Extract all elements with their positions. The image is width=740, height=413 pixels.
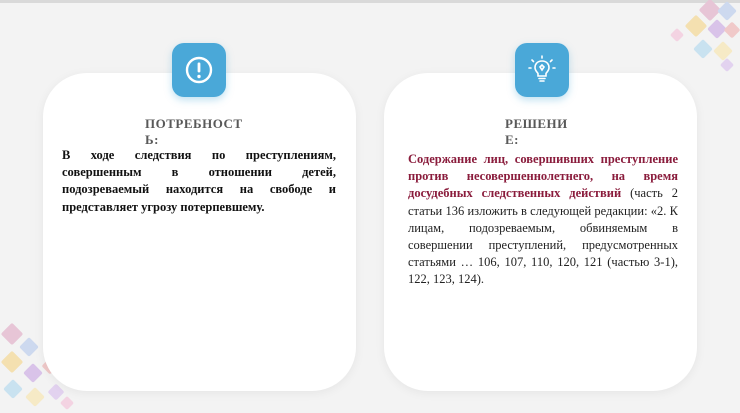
solution-text-emphasis: Содержание лиц, совершивших преступление против несовершеннолетнего, на время досудебных следственных действий [408,152,678,201]
solution-icon-badge [515,43,569,97]
needs-icon-badge [172,43,226,97]
needs-text: В ходе следствия по преступлениям, совершенным в отношении детей, подозреваемый находится на свободе и представляет угрозу потерпевшему. [62,148,336,214]
solution-title-line2: Е: [505,132,519,147]
needs-title [145,116,265,148]
needs-title-line2: Ь: [145,132,159,147]
lightbulb-idea-icon [526,54,558,86]
solution-title [505,116,625,148]
solution-text-rest: (часть 2 статьи 136 изложить в следующей редакции: «2. К лицам, подозреваемым, обвиняемым в совершении преступлений, предусмотренных статьями … 106, 107, 110, 120, 121 (частью 3-1), 122, 123, 124). [408,186,678,287]
exclamation-circle-icon [184,55,214,85]
needs-title-line1: ПОТРЕБНОСТ [145,116,243,131]
top-divider-line [0,0,740,3]
top-right-ornament [660,0,740,80]
solution-text [408,151,678,289]
solution-title-line1: РЕШЕНИ [505,116,568,131]
